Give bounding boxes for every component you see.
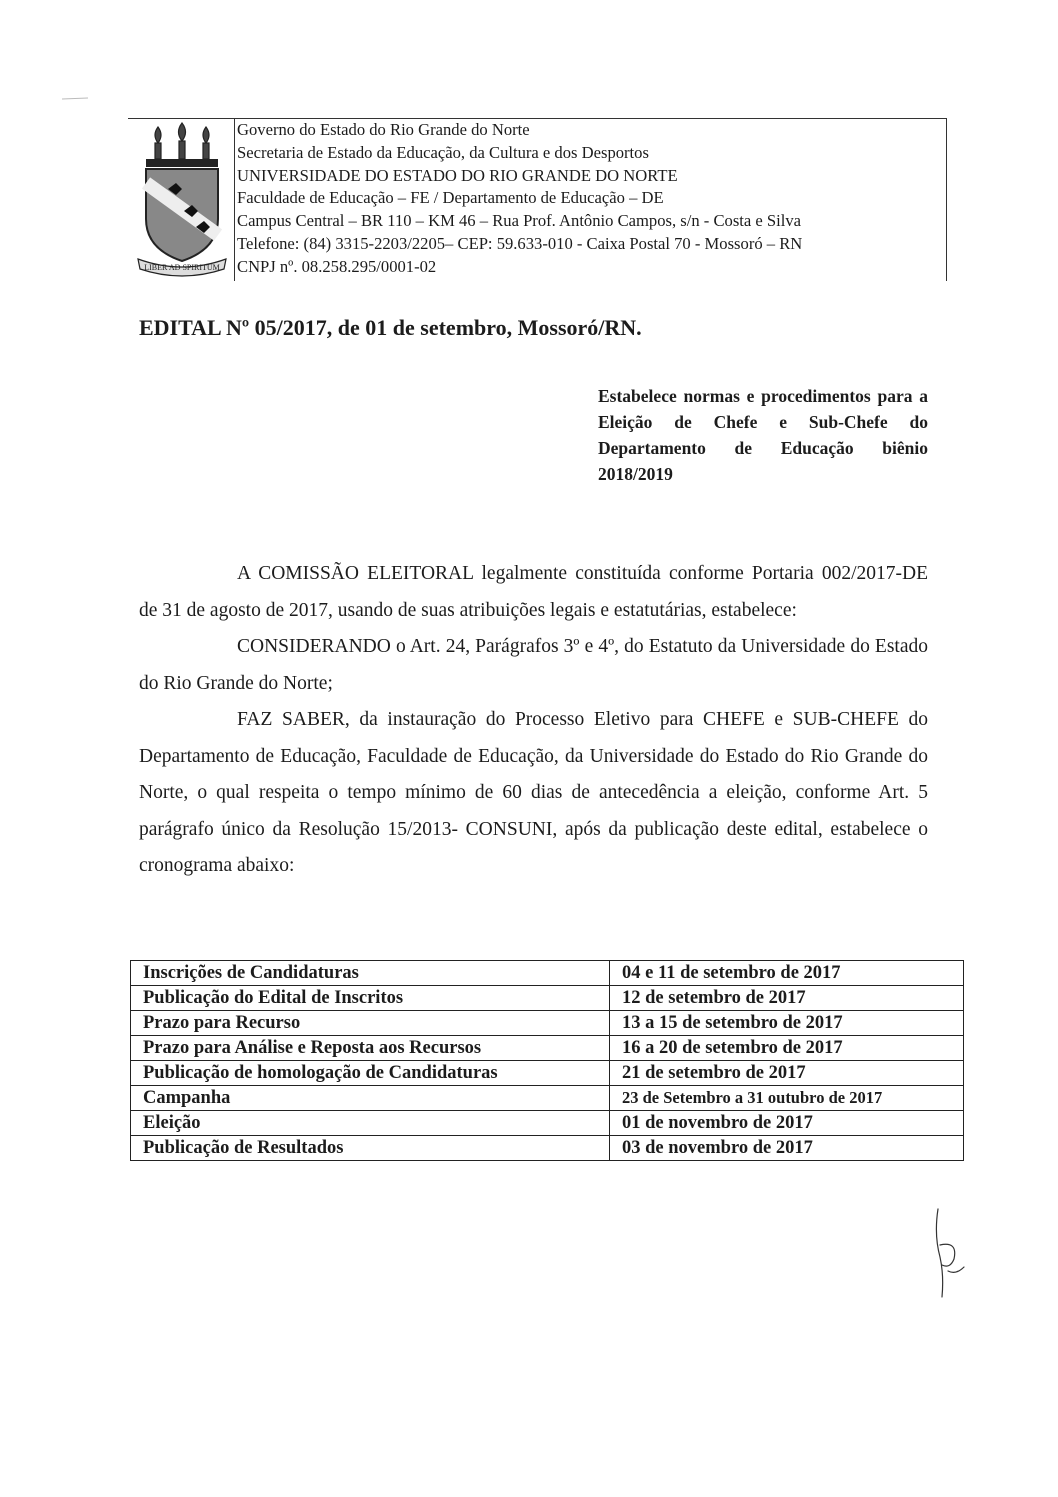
schedule-date: 23 de Setembro a 31 outubro de 2017 (610, 1086, 964, 1111)
header-line-university: UNIVERSIDADE DO ESTADO DO RIO GRANDE DO NORTE (237, 165, 678, 185)
schedule-date: 03 de novembro de 2017 (610, 1136, 964, 1161)
edital-body (139, 556, 928, 885)
schedule-date: 04 e 11 de setembro de 2017 (610, 961, 964, 986)
schedule-stage: Prazo para Recurso (131, 1011, 610, 1036)
header-line-secretariat: Secretaria de Estado da Educação, da Cultura e dos Desportos (237, 142, 649, 162)
scan-artifact (62, 96, 88, 102)
header-line-faculty: Faculdade de Educação – FE / Departamento de Educação – DE (237, 188, 664, 208)
edital-summary: Estabelece normas e procedimentos para a Eleição de Chefe e Sub-Chefe do Departamento de Educação biênio 2018/2019 (598, 386, 928, 484)
header-line-government: Governo do Estado do Rio Grande do Norte (237, 120, 530, 139)
schedule-stage: Campanha (131, 1086, 610, 1111)
schedule-stage: Publicação de Resultados (131, 1136, 610, 1161)
paragraph-commission: A COMISSÃO ELEITORAL legalmente constituída conforme Portaria 002/2017-DE de 31 de agosto de 2017, usando de suas atribuições legais e estatutárias, estabelece: (139, 563, 928, 621)
schedule-stage: Publicação de homologação de Candidaturas (131, 1061, 610, 1086)
schedule-stage: Eleição (131, 1111, 610, 1136)
letterhead (128, 118, 947, 281)
crest-motto: LIBER AD SPIRITUM (144, 263, 220, 272)
schedule-table (130, 960, 964, 1161)
handwritten-initials (928, 1205, 968, 1305)
table-row (131, 1011, 964, 1036)
table-row (131, 961, 964, 986)
header-line-cnpj: CNPJ nº. 08.258.295/0001-02 (237, 256, 437, 276)
header-line-address: Campus Central – BR 110 – KM 46 – Rua Prof. Antônio Campos, s/n - Costa e Silva (237, 211, 802, 231)
paragraph-announcement: FAZ SABER, da instauração do Processo Eletivo para CHEFE e SUB-CHEFE do Departamento de Educação, Faculdade de Educação, da Universidade do Estado do Rio Grande do Norte, o qual respeita o tempo mínimo de 60 dias de antecedência a eleição, conforme Art. 5 parágrafo único da Resolução 15/2013- CONSUNI, após da publicação deste edital, estabelece o cronograma abaixo: (139, 709, 928, 876)
schedule-date: 12 de setembro de 2017 (610, 986, 964, 1011)
schedule-stage: Prazo para Análise e Reposta aos Recursos (131, 1036, 610, 1061)
table-row (131, 986, 964, 1011)
table-row (131, 1136, 964, 1161)
table-row (131, 1086, 964, 1111)
paragraph-considering: CONSIDERANDO o Art. 24, Parágrafos 3º e 4º, do Estatuto da Universidade do Estado do Rio Grande do Norte; (139, 636, 928, 694)
schedule-stage: Publicação do Edital de Inscritos (131, 986, 610, 1011)
table-row (131, 1061, 964, 1086)
table-row (131, 1036, 964, 1061)
schedule-date: 16 a 20 de setembro de 2017 (610, 1036, 964, 1061)
schedule-date: 01 de novembro de 2017 (610, 1111, 964, 1136)
schedule-date: 21 de setembro de 2017 (610, 1061, 964, 1086)
edital-title: EDITAL Nº 05/2017, de 01 de setembro, Mossoró/RN. (139, 315, 642, 340)
table-row (131, 1111, 964, 1136)
schedule-date: 13 a 15 de setembro de 2017 (610, 1011, 964, 1036)
header-line-phone: Telefone: (84) 3315-2203/2205– CEP: 59.633-010 - Caixa Postal 70 - Mossoró – RN (237, 233, 803, 253)
letterhead-text (234, 119, 946, 281)
university-crest-icon (136, 119, 228, 277)
schedule-stage: Inscrições de Candidaturas (131, 961, 610, 986)
